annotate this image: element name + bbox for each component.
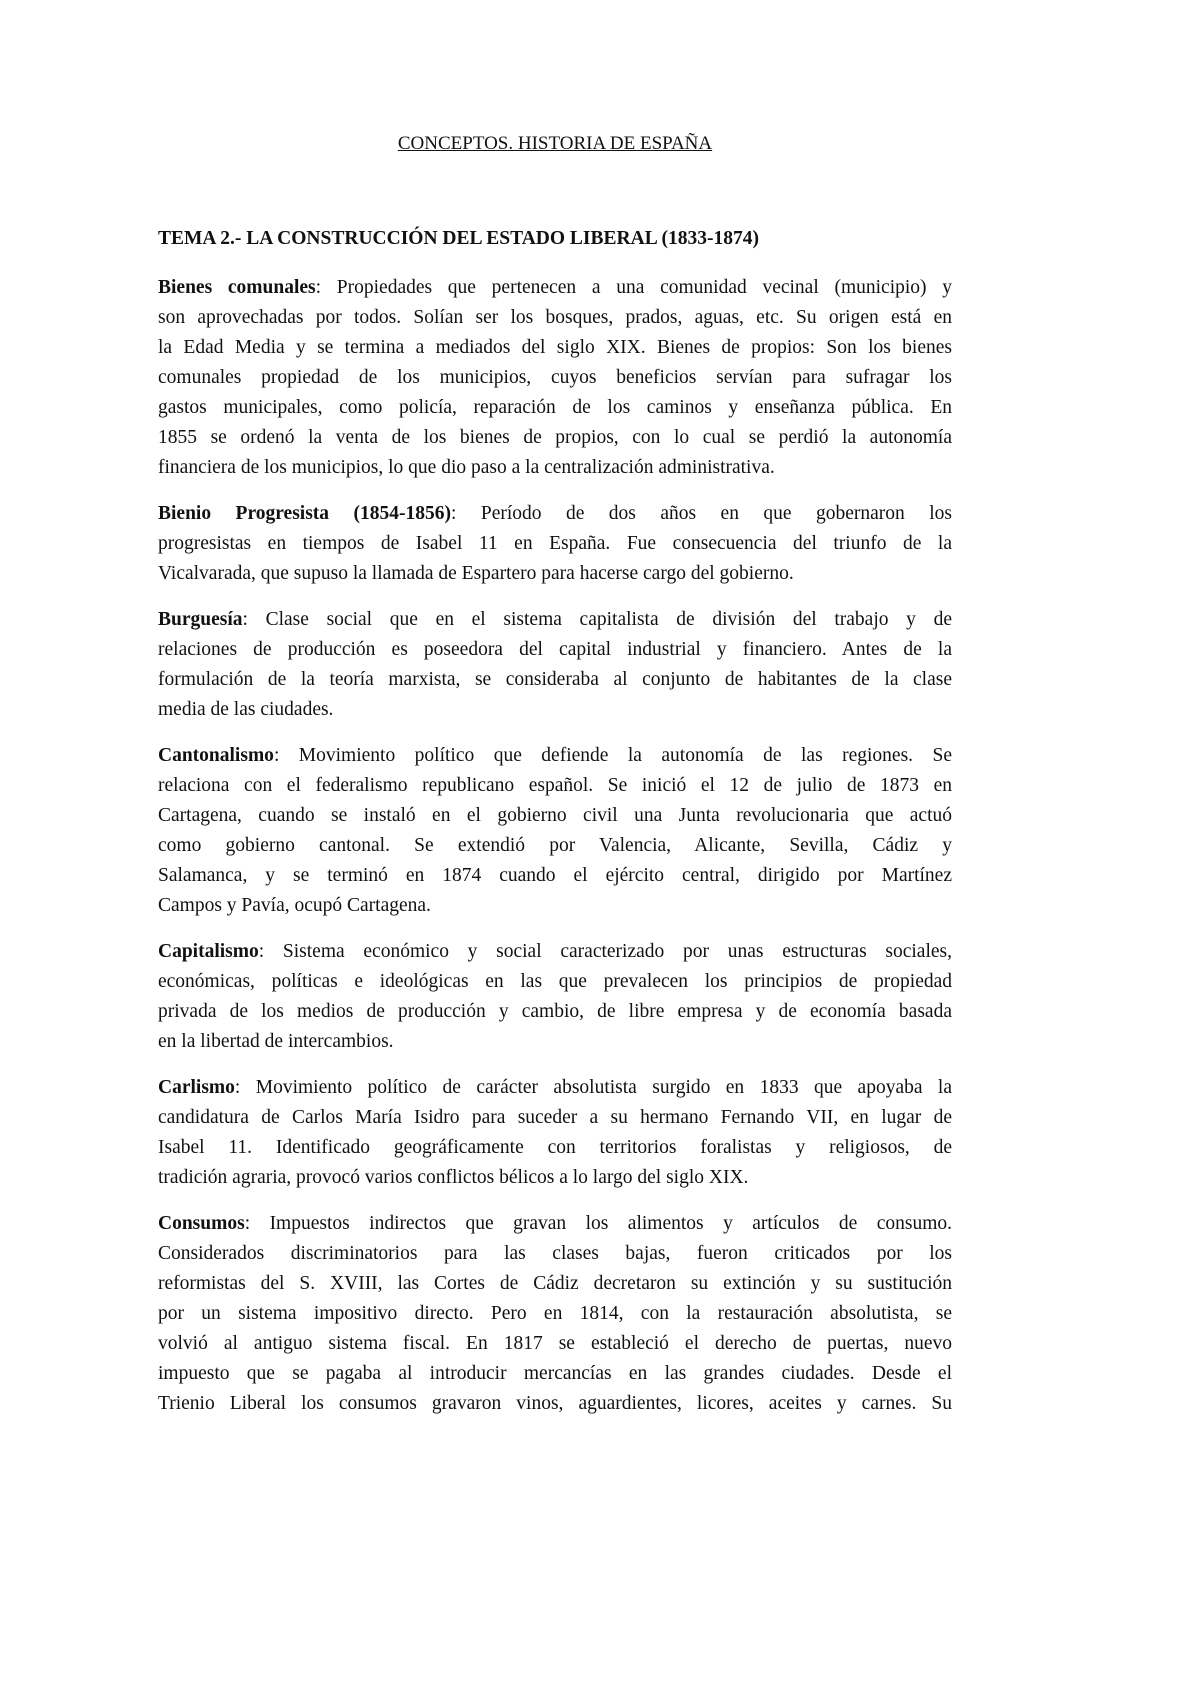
entry-term: Consumos xyxy=(158,1213,245,1234)
entry-line xyxy=(158,695,952,725)
entry-line xyxy=(158,967,952,997)
glossary-entry xyxy=(158,1073,952,1193)
entry-term: Bienes comunales xyxy=(158,277,316,298)
document-body xyxy=(158,273,952,1435)
glossary-entry xyxy=(158,937,952,1057)
entry-text: financiera de los municipios, lo que dio paso a la centralización administrativa. xyxy=(158,457,775,478)
glossary-entry xyxy=(158,741,952,921)
entry-line xyxy=(158,741,952,771)
entry-term: Burguesía xyxy=(158,609,243,630)
entry-line xyxy=(158,1073,952,1103)
entry-line xyxy=(158,1133,952,1163)
entry-line xyxy=(158,499,952,529)
entry-text: formulación de la teoría marxista, se consideraba al conjunto de habitantes de la clase xyxy=(158,669,952,690)
entry-line xyxy=(158,831,952,861)
entry-term: Bienio Progresista (1854-1856) xyxy=(158,503,451,524)
glossary-entry xyxy=(158,605,952,725)
entry-text: Isabel 11. Identificado geográficamente con territorios foralistas y religiosos, de xyxy=(158,1137,952,1158)
entry-line xyxy=(158,891,952,921)
entry-text: tradición agraria, provocó varios conflictos bélicos a lo largo del siglo XIX. xyxy=(158,1167,749,1188)
entry-text: Vicalvarada, que supuso la llamada de Espartero para hacerse cargo del gobierno. xyxy=(158,563,794,584)
entry-text: son aprovechadas por todos. Solían ser los bosques, prados, aguas, etc. Su origen está en xyxy=(158,307,952,328)
entry-text: volvió al antiguo sistema fiscal. En 1817 se estableció el derecho de puertas, nuevo xyxy=(158,1333,952,1354)
entry-text: : Propiedades que pertenecen a una comunidad vecinal (municipio) y xyxy=(315,277,952,298)
entry-text: Trienio Liberal los consumos gravaron vinos, aguardientes, licores, aceites y carnes. Su xyxy=(158,1393,952,1414)
entry-line xyxy=(158,801,952,831)
entry-line xyxy=(158,1103,952,1133)
entry-text: 1855 se ordenó la venta de los bienes de propios, con lo cual se perdió la autonomía xyxy=(158,427,952,448)
entry-line xyxy=(158,605,952,635)
entry-line xyxy=(158,453,952,483)
entry-line xyxy=(158,273,952,303)
entry-line xyxy=(158,1269,952,1299)
entry-line xyxy=(158,1163,952,1193)
entry-text: : Movimiento político de carácter absolutista surgido en 1833 que apoyaba la xyxy=(234,1077,952,1098)
entry-text: : Período de dos años en que gobernaron los xyxy=(450,503,952,524)
entry-line xyxy=(158,1209,952,1239)
glossary-entry xyxy=(158,273,952,483)
entry-line xyxy=(158,1389,952,1419)
entry-line xyxy=(158,937,952,967)
entry-line xyxy=(158,363,952,393)
entry-text: por un sistema impositivo directo. Pero en 1814, con la restauración absolutista, se xyxy=(158,1303,952,1324)
entry-text: privada de los medios de producción y cambio, de libre empresa y de economía basada xyxy=(158,1001,952,1022)
entry-text: Campos y Pavía, ocupó Cartagena. xyxy=(158,895,431,916)
entry-text: : Clase social que en el sistema capitalista de división del trabajo y de xyxy=(242,609,952,630)
entry-line xyxy=(158,303,952,333)
entry-line xyxy=(158,1359,952,1389)
entry-line xyxy=(158,771,952,801)
entry-text: gastos municipales, como policía, reparación de los caminos y enseñanza pública. En xyxy=(158,397,952,418)
entry-line xyxy=(158,635,952,665)
entry-text: relaciona con el federalismo republicano español. Se inició el 12 de julio de 1873 en xyxy=(158,775,952,796)
entry-line xyxy=(158,529,952,559)
entry-line xyxy=(158,333,952,363)
entry-text: media de las ciudades. xyxy=(158,699,334,720)
glossary-entry xyxy=(158,499,952,589)
entry-text: económicas, políticas e ideológicas en las que prevalecen los principios de propiedad xyxy=(158,971,952,992)
section-heading: TEMA 2.- LA CONSTRUCCIÓN DEL ESTADO LIBERAL (1833-1874) xyxy=(158,228,759,249)
entry-line xyxy=(158,861,952,891)
entry-text: candidatura de Carlos María Isidro para suceder a su hermano Fernando VII, en lugar de xyxy=(158,1107,952,1128)
entry-line xyxy=(158,1329,952,1359)
entry-text: comunales propiedad de los municipios, cuyos beneficios servían para sufragar los xyxy=(158,367,952,388)
entry-text: Cartagena, cuando se instaló en el gobierno civil una Junta revolucionaria que actuó xyxy=(158,805,952,826)
entry-text: reformistas del S. XVIII, las Cortes de Cádiz decretaron su extinción y su sustitución xyxy=(158,1273,952,1294)
entry-text: progresistas en tiempos de Isabel 11 en España. Fue consecuencia del triunfo de la xyxy=(158,533,952,554)
entry-line xyxy=(158,1299,952,1329)
entry-text: relaciones de producción es poseedora del capital industrial y financiero. Antes de la xyxy=(158,639,952,660)
entry-text: : Impuestos indirectos que gravan los alimentos y artículos de consumo. xyxy=(244,1213,952,1234)
entry-text: Salamanca, y se terminó en 1874 cuando el ejército central, dirigido por Martínez xyxy=(158,865,952,886)
entry-line xyxy=(158,423,952,453)
glossary-entry xyxy=(158,1209,952,1419)
entry-line xyxy=(158,1027,952,1057)
entry-text: : Movimiento político que defiende la autonomía de las regiones. Se xyxy=(273,745,952,766)
entry-text: la Edad Media y se termina a mediados del siglo XIX. Bienes de propios: Son los bienes xyxy=(158,337,952,358)
entry-term: Carlismo xyxy=(158,1077,235,1098)
entry-line xyxy=(158,997,952,1027)
entry-text: impuesto que se pagaba al introducir mercancías en las grandes ciudades. Desde el xyxy=(158,1363,952,1384)
entry-line xyxy=(158,393,952,423)
entry-text: en la libertad de intercambios. xyxy=(158,1031,394,1052)
entry-line xyxy=(158,559,952,589)
entry-line xyxy=(158,1239,952,1269)
entry-text: : Sistema económico y social caracterizado por unas estructuras sociales, xyxy=(258,941,952,962)
entry-term: Capitalismo xyxy=(158,941,259,962)
entry-line xyxy=(158,665,952,695)
entry-term: Cantonalismo xyxy=(158,745,274,766)
entry-text: como gobierno cantonal. Se extendió por Valencia, Alicante, Sevilla, Cádiz y xyxy=(158,835,952,856)
entry-text: Considerados discriminatorios para las clases bajas, fueron criticados por los xyxy=(158,1243,952,1264)
document-title: CONCEPTOS. HISTORIA DE ESPAÑA xyxy=(397,133,713,154)
